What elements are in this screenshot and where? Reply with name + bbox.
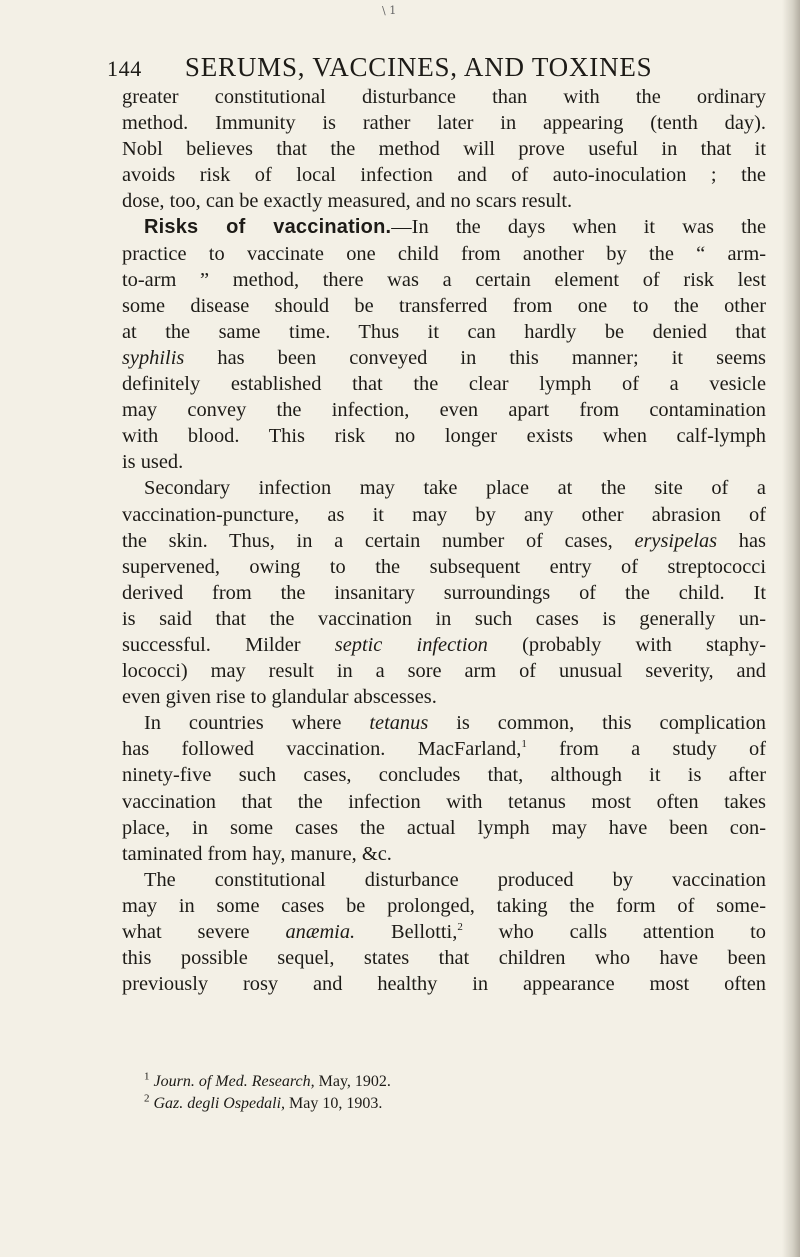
page-number: 144 <box>107 56 142 81</box>
text-line: the skin. Thus, in a certain number of cases, erysipelas has <box>122 529 766 552</box>
section-heading: Risks of vaccination. <box>144 216 392 239</box>
footnote: $^1$ Journ. of Med. Research, May, 1902. <box>144 1070 391 1090</box>
text-line: greater constitutional disturbance than with the ordinary <box>122 86 766 108</box>
text-line: what severe anæmia. Bellotti,$^2$ who calls attention to <box>122 921 766 943</box>
text-line: at the same time. Thus it can hardly be denied that <box>122 320 766 343</box>
running-header <box>107 52 767 83</box>
text-line: derived from the insanitary surroundings of the child. It <box>122 581 766 604</box>
footnote-ref: 1 <box>521 738 527 751</box>
text-line: place, in some cases the actual lymph may have been con- <box>122 816 766 839</box>
text-line: successful. Milder septic infection (probably with staphy- <box>122 633 766 656</box>
text-line: definitely established that the clear lymph of a vesicle <box>122 373 766 396</box>
page-edge-shadow <box>782 0 800 1257</box>
text-line: In countries where tetanus is common, this complication <box>144 712 766 735</box>
text-line: is used. <box>122 451 184 474</box>
text-line: has followed vaccination. MacFarland,$^1$ from a study of <box>122 738 766 761</box>
text-line: vaccination that the infection with tetanus most often takes <box>122 790 766 813</box>
text-line: method. Immunity is rather later in appearing (tenth day). <box>122 112 766 135</box>
text-line: Risks of vaccination.—In the days when it was the <box>144 216 766 239</box>
text-line: avoids risk of local infection and of auto-inoculation ; the <box>122 164 766 187</box>
scan-mark: \ 1 <box>382 4 397 17</box>
text-line: practice to vaccinate one child from another by the “ arm- <box>122 242 766 265</box>
text-line: syphilis has been conveyed in this manner; it seems <box>122 346 766 369</box>
text-line: Secondary infection may take place at the site of a <box>144 477 766 500</box>
text-line: is said that the vaccination in such cases is generally un- <box>122 607 766 630</box>
text-line: Nobl believes that the method will prove useful in that it <box>122 138 766 161</box>
text-line: ninety-five such cases, concludes that, although it is after <box>122 764 766 787</box>
footnote: $^2$ Gaz. degli Ospedali, May 10, 1903. <box>144 1092 383 1112</box>
text-line: even given rise to glandular abscesses. <box>122 686 437 709</box>
text-line: dose, too, can be exactly measured, and no scars result. <box>122 190 573 213</box>
body-text <box>122 84 766 997</box>
text-line: lococci) may result in a sore arm of unusual severity, and <box>122 660 766 683</box>
text-line: may in some cases be prolonged, taking the form of some- <box>122 894 766 917</box>
text-line: supervened, owing to the subsequent entry of streptococci <box>122 555 766 578</box>
footnote-ref: 2 <box>457 921 463 934</box>
running-title: SERUMS, VACCINES, AND TOXINES <box>184 52 653 82</box>
text-line: may convey the infection, even apart from contamination <box>122 399 766 422</box>
text-line: previously rosy and healthy in appearance most often <box>122 973 766 996</box>
text-line: with blood. This risk no longer exists when calf-lymph <box>122 425 766 448</box>
text-line: some disease should be transferred from one to the other <box>122 294 766 317</box>
text-line: taminated from hay, manure, &c. <box>122 842 392 865</box>
text-line: vaccination-puncture, as it may by any other abrasion of <box>122 503 766 526</box>
footnotes <box>144 1071 744 1115</box>
text-line: to-arm ” method, there was a certain element of risk lest <box>122 268 766 291</box>
text-line: this possible sequel, states that children who have been <box>122 947 766 970</box>
text-line: The constitutional disturbance produced by vaccination <box>144 868 766 891</box>
